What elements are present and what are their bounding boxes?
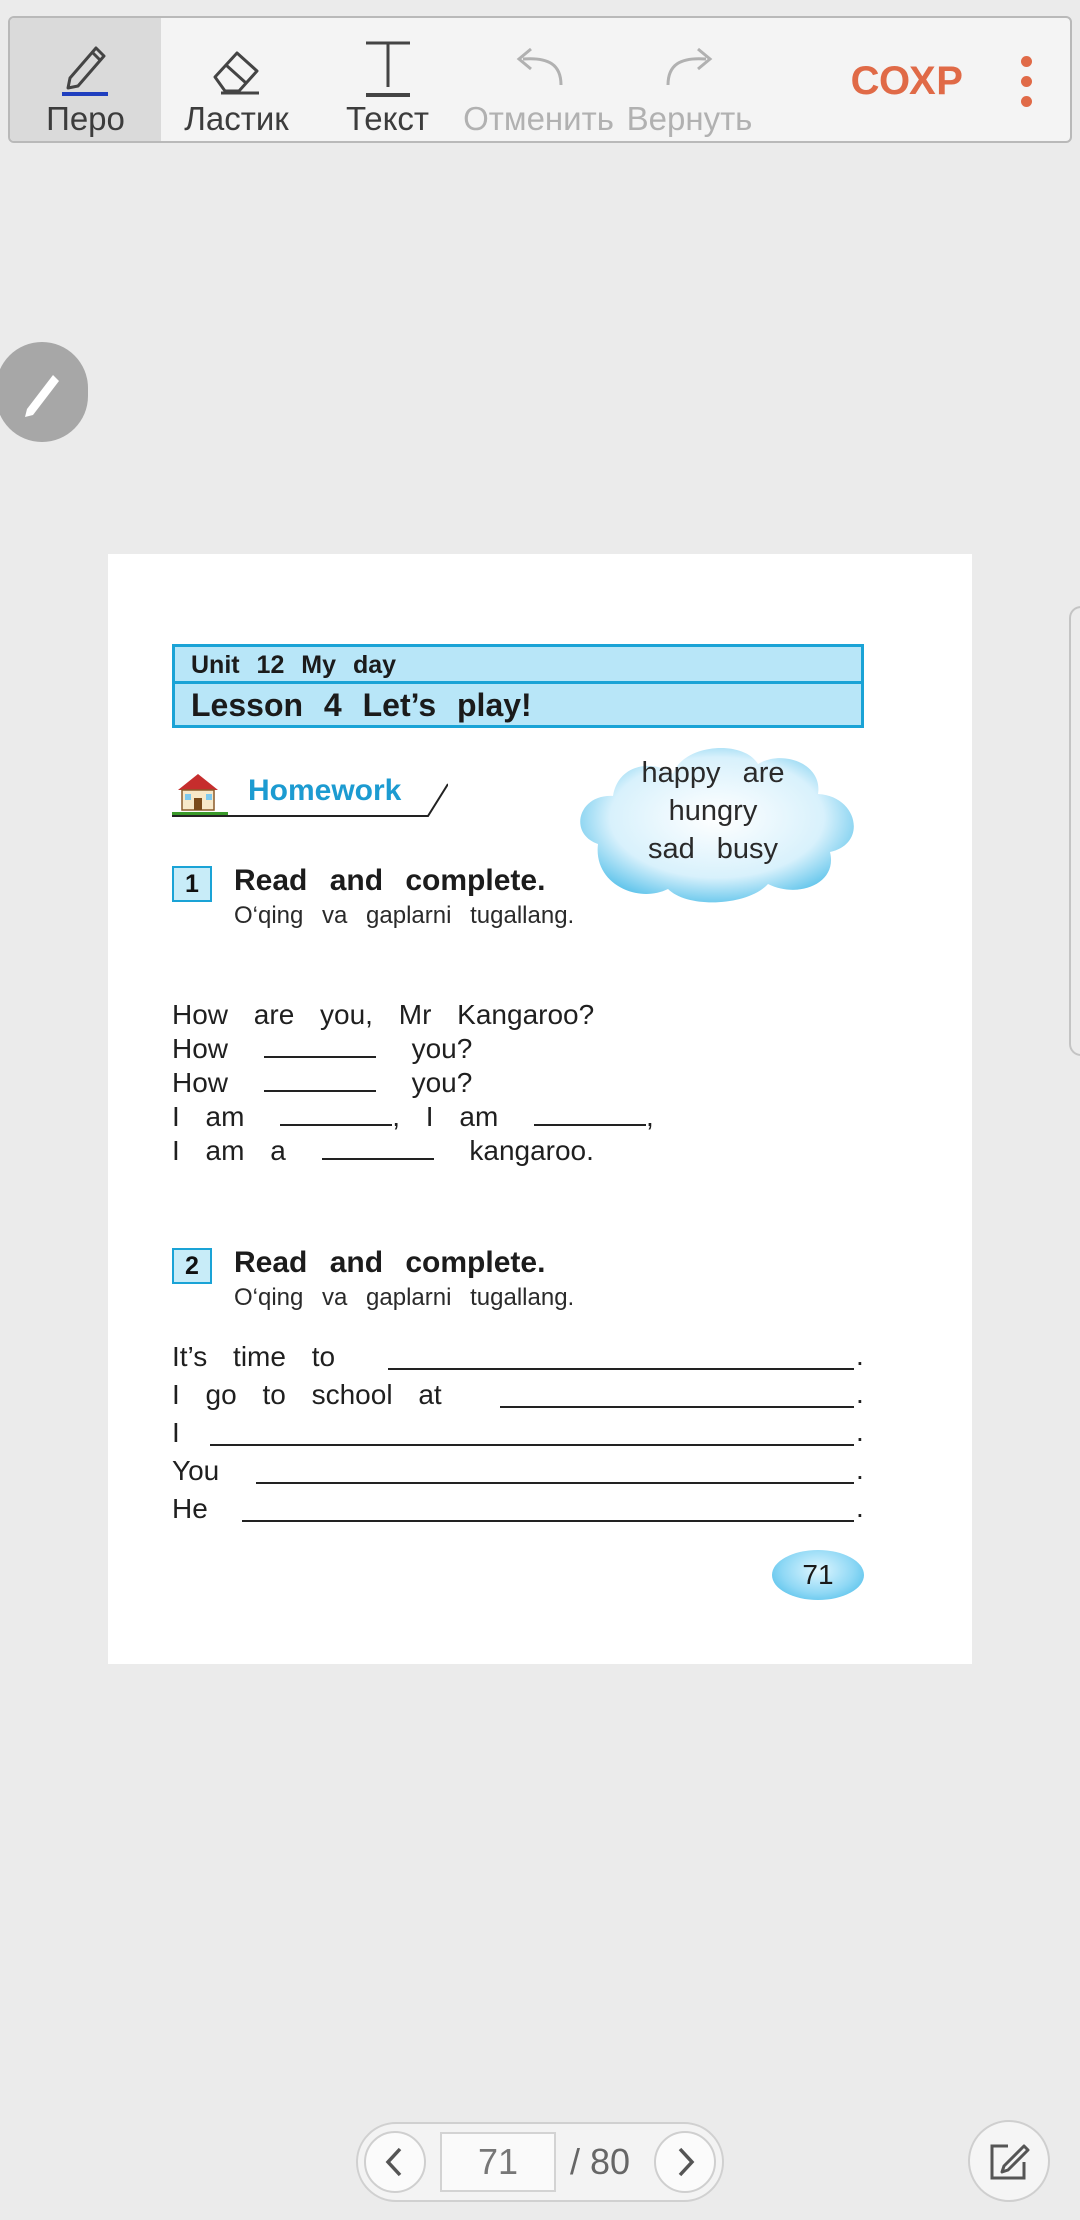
eraser-tool-button[interactable]: [161, 18, 312, 141]
undo-icon: [504, 32, 574, 102]
homework-underline: [172, 770, 448, 818]
edit-note-button[interactable]: [968, 2120, 1050, 2202]
pen-tool-button[interactable]: [10, 18, 161, 141]
text-tool-label: Текст: [345, 100, 430, 137]
more-options-icon[interactable]: [996, 18, 1056, 145]
exercise-1-line-3: How you?: [172, 1067, 473, 1098]
floating-pen-button[interactable]: [0, 342, 88, 442]
answer-line-2[interactable]: [500, 1406, 854, 1408]
exercise-1-title: Read and complete.: [234, 864, 546, 897]
page-navigator: [356, 2122, 724, 2202]
answer-line-4[interactable]: [256, 1482, 854, 1484]
exercise-2-subtitle: O‘qing va gaplarni tugallang.: [234, 1284, 575, 1311]
redo-button[interactable]: [614, 18, 765, 141]
homework-heading: [172, 770, 448, 818]
lesson-header: [172, 644, 864, 728]
side-panel-handle[interactable]: [1069, 606, 1080, 1056]
lesson-title: Lesson 4 Let’s play!: [191, 687, 532, 723]
blank-field[interactable]: [264, 1032, 376, 1058]
pencil-icon: [17, 365, 67, 419]
exercise-2-prompt-3: I: [172, 1417, 180, 1448]
exercise-1-line-4: I am , I am ,: [172, 1101, 654, 1132]
cloud-words-line2: hungry: [668, 795, 758, 827]
exercise-2-prompt-5: He: [172, 1493, 208, 1524]
exercise-2-prompt-4: You: [172, 1455, 220, 1486]
page-number-badge: 71: [772, 1550, 864, 1600]
exercise-1-line-1: How are you, Mr Kangaroo?: [172, 999, 595, 1030]
redo-icon: [655, 32, 725, 102]
eraser-icon: [202, 32, 272, 102]
homework-label: Homework: [248, 774, 402, 807]
redo-label: Вернуть: [626, 100, 753, 137]
cloud-words-line1: happy are: [641, 757, 785, 789]
exercise-2-prompt-1: It’s time to: [172, 1341, 336, 1372]
exercise-2-prompt-2: I go to school at: [172, 1379, 442, 1410]
text-tool-button[interactable]: [312, 18, 463, 141]
save-button[interactable]: СОХР: [850, 59, 964, 103]
pen-tool-label: Перо: [46, 100, 125, 137]
blank-field[interactable]: [534, 1100, 646, 1126]
chevron-right-icon: [670, 2145, 700, 2179]
undo-button[interactable]: [463, 18, 614, 141]
answer-line-3[interactable]: [210, 1444, 854, 1446]
exercise-1-subtitle: O‘qing va gaplarni tugallang.: [234, 902, 575, 929]
document-page: Unit 12 My day Lesson 4 Let’s play! Homework happy are hungry sad busy 1 Read and complete. O‘qing va gaplarni tugallang. How are you, Mr Kangaroo? How you? How you? I am , I am , I am a kangaroo. 2 Read and complete. O‘qing va gaplarni tugallang. It’s time to . I go to school at . I . You . He . 71: [108, 554, 972, 1664]
unit-title: Unit 12 My day: [175, 647, 861, 684]
exercise-1-line-5: I am a kangaroo.: [172, 1135, 594, 1166]
exercise-2-title: Read and complete.: [234, 1246, 546, 1279]
word-cloud: [568, 734, 864, 909]
blank-field[interactable]: [322, 1134, 434, 1160]
drawing-toolbar: [8, 16, 1072, 143]
chevron-left-icon: [380, 2145, 410, 2179]
edit-note-icon: [986, 2138, 1032, 2184]
answer-line-1[interactable]: [388, 1368, 854, 1370]
text-icon: [353, 32, 423, 102]
undo-label: Отменить: [463, 100, 614, 137]
pen-icon: [51, 32, 121, 102]
eraser-tool-label: Ластик: [184, 100, 289, 137]
answer-line-5[interactable]: [242, 1520, 854, 1522]
previous-page-button[interactable]: [364, 2131, 426, 2193]
blank-field[interactable]: [264, 1066, 376, 1092]
exercise-2-number: 2: [172, 1248, 212, 1284]
exercise-1-line-2: How you?: [172, 1033, 473, 1064]
cloud-words-line3: sad busy: [647, 833, 779, 865]
blank-field[interactable]: [280, 1100, 392, 1126]
page-total: / 80: [570, 2141, 631, 2182]
exercise-1-number: 1: [172, 866, 212, 902]
next-page-button[interactable]: [654, 2131, 716, 2193]
page-number-input[interactable]: 71: [440, 2132, 556, 2192]
